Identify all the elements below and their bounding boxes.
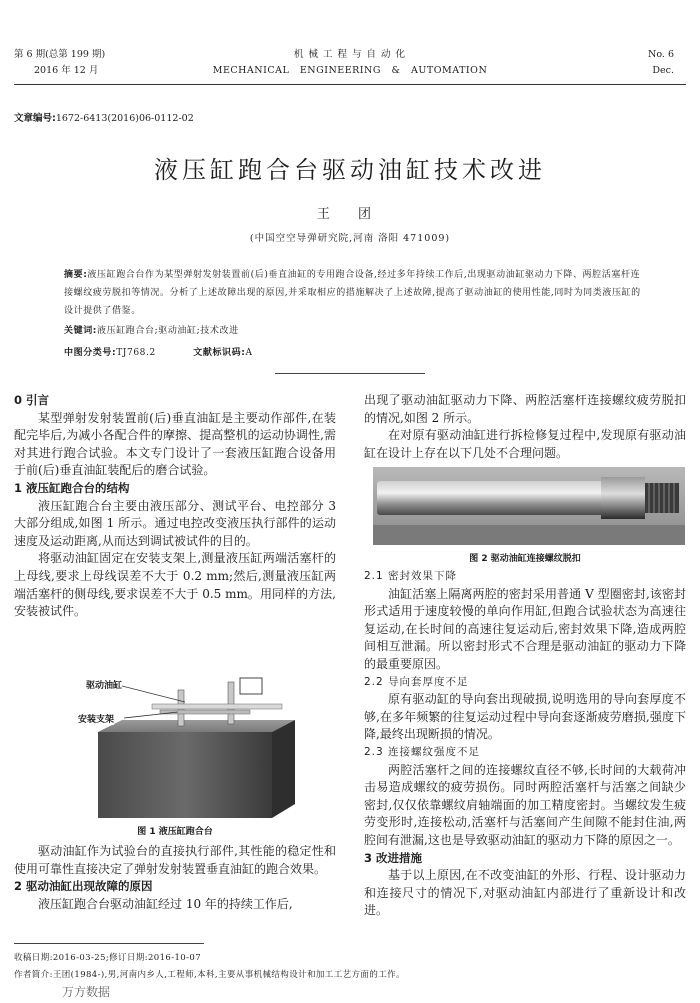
photo-floor <box>373 525 685 545</box>
section-2-para-1: 液压缸跑合台驱动油缸经过 10 年的持续工作后, <box>38 896 293 911</box>
header-issue <box>14 47 105 79</box>
header-no <box>648 47 674 79</box>
abstract-text: 液压缸跑合台作为某型弹射发射装置前(后)垂直油缸的专用跑合设备,经过多年持续工作后,出现驱动油缸驱动力下降、两腔活塞杆连接螺纹疲劳脱扣等情况。分析了上述故障出现的原因,并采取相应的措施解决了上述故障,提高了驱动油缸的使用性能,同时为同类液压缸的设计提供了借鉴。 <box>64 270 641 316</box>
issue-date: 2016 年 12 月 <box>34 65 99 76</box>
article-number-label: 文章编号: <box>14 113 56 124</box>
table-side <box>272 720 295 818</box>
section-0-title: 0 引言 <box>14 393 50 407</box>
right-column-2 <box>364 568 686 920</box>
section-2-para-cont: 出现了驱动油缸驱动力下降、两腔活塞杆连接螺纹疲劳脱扣的情况,如图 2 所示。 <box>364 393 686 425</box>
section-1-para-1: 液压缸跑合台主要由液压部分、测试平台、电控部分 3 大部分组成,如图 1 所示。通过电控改变液压执行部件的运动速度及运动距离,从而达到调试被试件的目的。 <box>14 498 336 548</box>
figure-1 <box>60 668 310 820</box>
article-number-value: 1672-6413(2016)06-0112-02 <box>55 113 194 124</box>
footnote-received: 收稿日期:2016-03-25;修订日期:2016-10-07 <box>14 953 202 963</box>
issue-number: 第 6 期(总第 199 期) <box>14 49 106 60</box>
section-3-para: 基于以上原因,在不改变油缸的外形、行程、设计驱动力和连接尺寸的情况下,对驱动油缸内部进行了重新设计和改进。 <box>364 868 686 918</box>
section-2-3-title: 2.3 连接螺纹强度不足 <box>364 745 481 758</box>
paper-title: 液压缸跑合台驱动油缸技术改进 <box>154 156 546 184</box>
section-0-para: 某型弹射发射装置前(后)垂直油缸是主要动作部件,在装配完毕后,为减小各配合件的摩擦、提高整机的运动协调性,需对其进行跑合试验。本文专门设计了一套液压缸跑合设备用于前(后)垂直油缸装配后的磨合试验。 <box>14 410 336 478</box>
keywords-text: 液压缸跑合台;驱动油缸;技术改进 <box>97 326 239 336</box>
journal-name-en: MECHANICAL ENGINEERING & AUTOMATION <box>212 65 488 76</box>
section-2-3-para: 两腔活塞杆之间的连接螺纹直径不够,长时间的大载荷冲击易造成螺纹的疲劳损伤。同时两腔活塞杆与活塞之间缺少密封,仅仅依靠螺纹肩轴端面的加工精度密封。当螺纹发生疲劳变形时,连接松动,活塞杆与活塞间产生间隙不能封住油,两腔间有泄漏,这也是导致驱动油缸的驱动力下降的原因之一。 <box>364 762 686 847</box>
keywords-label: 关键词: <box>64 326 97 336</box>
header-journal <box>180 47 520 79</box>
section-1-para-3: 驱动油缸作为试验台的直接执行部件,其性能的稳定性和使用可靠性直接决定了弹射发射装置垂直油缸的跑合效果。 <box>14 844 336 876</box>
figure-2-caption: 图 2 驱动油缸连接螺纹脱扣 <box>469 554 581 564</box>
table-front <box>98 732 272 818</box>
section-2-para-2: 在对原有驱动油缸进行拆检修复过程中,发现原有驱动油缸在设计上存在以下几处不合理问题。 <box>364 428 686 460</box>
figure-1-caption: 图 1 液压缸跑合台 <box>137 827 213 837</box>
abstract <box>64 266 644 320</box>
figure-2-image <box>373 467 685 545</box>
section-1-title: 1 液压缸跑合台的结构 <box>14 480 130 495</box>
stripped-thread <box>645 483 679 513</box>
header-rule <box>14 84 686 85</box>
fig1-label-drive-cylinder: 驱动油缸 <box>86 678 122 691</box>
table-top <box>98 720 295 732</box>
issue-no-en: No. 6 <box>648 49 674 60</box>
article-number <box>14 110 194 124</box>
leader-drive-cylinder <box>122 686 185 702</box>
rod-end <box>601 477 645 519</box>
figure-2 <box>373 467 685 545</box>
leader-mount-bracket <box>124 712 178 718</box>
fixture <box>240 678 262 694</box>
rail <box>160 710 250 714</box>
fig1-label-mount-bracket: 安装支架 <box>78 712 114 725</box>
clc-value: TJ768.2 <box>116 348 156 358</box>
issue-month-en: Dec. <box>652 65 674 76</box>
section-1-para-2: 将驱动油缸固定在安装支架上,测量液压缸两端活塞杆的上母线,要求上母线误差不大于 0.2 mm;然后,测量液压缸两端活塞杆的侧母线,要求误差不大于 0.5 mm。用同样的方法,安装被试件。 <box>14 551 336 619</box>
doc-code-value: A <box>245 348 253 358</box>
right-column <box>364 392 686 462</box>
left-column-2 <box>14 843 336 913</box>
journal-name-cn: 机 械 工 程 与 自 动 化 <box>293 49 407 60</box>
footnote-bio: 作者简介:王团(1984-),男,河南内乡人,工程师,本科,主要从事机械结构设计和加工工艺方面的工作。 <box>14 970 405 980</box>
clc-label: 中图分类号: <box>64 348 117 358</box>
abstract-rule <box>275 373 425 374</box>
drive-cylinder <box>152 704 282 709</box>
author-affiliation: (中国空空导弹研究院,河南 洛阳 471009) <box>249 233 451 244</box>
section-3-title: 3 改进措施 <box>364 850 423 865</box>
footnote-rule <box>14 943 204 944</box>
left-column <box>14 392 336 621</box>
section-2-2-para: 原有驱动缸的导向套出现破损,说明选用的导向套厚度不够,在多年频繁的往复运动过程中导向套逐渐疲劳磨损,强度下降,最终出现断损的情况。 <box>364 692 686 742</box>
keywords <box>64 323 239 336</box>
doc-code-label: 文献标识码: <box>193 348 246 358</box>
section-2-title: 2 驱动油缸出现故障的原因 <box>14 879 153 894</box>
piston-rod <box>377 481 605 515</box>
section-2-2-title: 2.2 导向套厚度不足 <box>364 675 469 688</box>
paper-author: 王 团 <box>316 207 384 222</box>
mount-bracket-right <box>228 682 234 724</box>
abstract-label: 摘要: <box>64 270 88 280</box>
section-2-1-para: 油缸活塞上隔离两腔的密封采用普通 V 型圈密封,该密封形式适用于速度较慢的单向作用缸,但跑合试验状态为高速往复运动,在长时间的高速往复运动后,密封效果下降,造成两腔间相互泄漏。所以密封形式不合理是驱动油缸的驱动力下降的最重要原因。 <box>364 586 686 671</box>
section-2-1-title: 2.1 密封效果下降 <box>364 570 458 582</box>
watermark: 万方数据 <box>62 985 111 999</box>
classification <box>64 345 253 358</box>
